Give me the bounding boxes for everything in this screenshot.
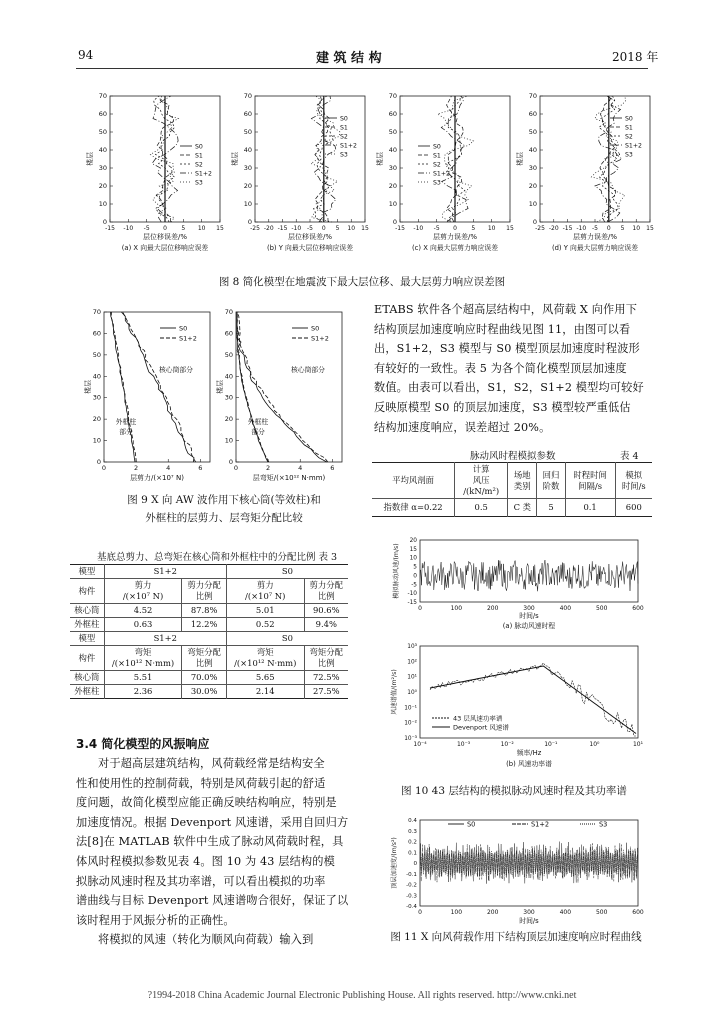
y-tick-label: 10 [388,200,397,208]
x-axis-label: 层剪力误差/% [432,233,478,241]
x-tick-label: -5 [433,225,440,232]
y-axis-label: 楼层 [84,380,92,394]
year: 2018 年 [612,50,659,64]
legend-label: S0 [311,324,320,333]
x-axis-label: 频率/Hz [516,749,542,757]
x-tick-label: 0 [418,605,422,612]
x-tick-label: 200 [486,909,499,916]
y-tick-label: 30 [388,164,397,172]
x-tick-label: 10 [197,225,206,232]
legend-label: S0 [433,143,441,151]
y-tick-label: 15 [409,546,417,553]
fig9-panel-left [84,308,210,482]
y-tick-label: -0.3 [406,893,417,900]
y-tick-label: 10 [92,436,101,445]
legend-label: S0 [340,115,348,123]
table-row: 核心筒 5.51 70.0% 5.65 72.5% [70,671,348,685]
y-tick-label: 0 [228,458,233,466]
y-tick-label: 30 [98,164,107,172]
fig9-caption-line2: 外框柱的层剪力、层弯矩分配比较 [145,512,303,524]
fig8-panel-3 [375,92,514,252]
t3-h-model: 模型 [70,565,104,579]
x-tick-label: 10 [487,225,496,232]
legend-label: S2 [195,161,203,169]
x-tick-label: -15 [105,225,115,232]
legend-label: S1+2 [340,142,357,150]
series-line-S1 [315,96,330,222]
y-axis-label: 楼层 [216,380,224,394]
x-tick-label: 0 [418,909,422,916]
x-tick-label: 4 [298,464,303,472]
subplot-caption: (d) Y 向最大层剪力响应误差 [551,244,639,252]
y-tick-label: 70 [98,92,107,100]
y-tick-label: 40 [243,146,252,154]
x-tick-label: 15 [506,225,514,232]
y-tick-label: 10³ [407,644,417,650]
fig9-panels [84,304,364,488]
y-tick-label: 0 [413,573,417,580]
table4-title: 脉动风时程模拟参数 [470,451,556,462]
plot-frame [420,540,638,602]
x-tick-label: -10 [123,225,134,232]
fig9-caption-line1: 图 9 X 向 AW 波作用下核心筒(等效柱)和 [127,494,321,506]
fig8-panel-1 [85,92,224,252]
t3-h-moment: 弯矩 /(×10¹² N·mm) [104,646,182,671]
x-tick-label: 10⁻³ [456,741,471,748]
y-tick-label: 50 [224,350,233,359]
legend-label: 43 层风速功率谱 [453,714,503,723]
subplot-caption: (a) 脉动风速时程 [502,622,556,630]
x-tick-label: 200 [486,605,499,612]
subplot-caption: (b) Y 向最大层位移响应误差 [266,244,354,252]
section-heading: 3.4 简化模型的风振响应 [76,737,210,751]
legend-label: S2 [433,161,441,169]
y-axis-label: 楼层 [231,152,239,166]
y-tick-label: 60 [92,329,101,338]
y-tick-label: 60 [243,110,252,118]
x-tick-label: 600 [632,909,644,916]
header-rule [76,68,648,69]
legend-label: S1 [195,152,203,160]
y-axis-label: 楼层 [86,152,94,166]
x-tick-label: 300 [523,605,535,612]
legend-label: S0 [467,820,476,829]
fig11-caption: 图 11 X 向风荷载作用下结构顶层加速度响应时程曲线 [390,931,642,943]
x-tick-label: -10 [576,225,587,232]
y-tick-label: 0 [392,218,397,226]
subplot-caption: (a) X 向最大层位移响应误差 [121,244,209,252]
y-tick-label: 70 [92,308,101,316]
x-tick-label: 5 [181,225,186,232]
subplot-caption: (c) X 向最大层剪力响应误差 [412,244,498,252]
y-axis-label: 楼层 [376,152,384,166]
legend-label: S1+2 [311,334,329,343]
y-axis-label: 模拟脉动风速/(m/s) [393,543,400,599]
table-row: 指数律 α=0.22 0.5 C 类 5 0.1 600 [372,499,652,517]
annotation-frame: 部分 [119,428,133,436]
x-tick-label: -10 [291,225,302,232]
x-tick-label: -15 [395,225,405,232]
y-tick-label: 60 [528,110,537,118]
y-tick-label: 10⁻³ [404,736,417,742]
table3: 模型 S1+2 S0 构件 剪力 /(×10⁷ N) 剪力分配 比例 剪力 /(×10⁷ N) 剪力分配 比例 核心筒 4.52 87.8% 5.01 90.6% 外框柱 0.63 12.2% 0.52 9.4% 模型 S1+2 S0 构件 弯矩 /(×10¹² N·mm) 弯矩分配 比例 弯矩 /(×10¹² N·mm) 弯矩分配 比例 核心筒 5.51 70.0% 5.65 72.5% 外框柱 2.36 30.0% 2.14 27.5% [70,564,348,699]
annotation-frame: 外框柱 [247,418,269,426]
x-tick-label: 400 [559,605,572,612]
y-tick-label: 70 [243,92,252,100]
fig10-caption: 图 10 43 层结构的模拟脉动风速时程及其功率谱 [401,785,627,797]
y-tick-label: 30 [528,164,537,172]
plot-frame [540,96,650,222]
legend-label: S1+2 [531,820,550,829]
x-tick-label: 0 [163,225,167,232]
table-row: 外框柱 2.36 30.0% 2.14 27.5% [70,685,348,699]
fig8-panel-4 [515,92,654,252]
y-tick-label: 10 [224,436,233,445]
y-tick-label: 20 [243,182,252,190]
x-tick-label: 600 [632,605,644,612]
y-tick-label: -0.2 [406,882,417,889]
t3-h-member: 构件 [70,579,104,604]
legend-label: S1 [433,152,441,160]
y-tick-label: 50 [528,128,537,136]
footer-copyright: ?1994-2018 China Academic Journal Electronic Publishing House. All rights reserved. http://www.cnki.net [147,990,577,1001]
y-tick-label: 0 [96,458,101,466]
legend-label: S3 [433,179,441,187]
fig8-panel-2 [230,92,369,252]
y-tick-label: -10 [407,591,417,598]
y-tick-label: 50 [98,128,107,136]
y-tick-label: 0.4 [408,818,417,824]
t3-h-shear2: 剪力 /(×10⁷ N) [226,579,304,604]
fig8-caption: 图 8 简化模型在地震波下最大层位移、最大层剪力响应误差图 [218,276,506,288]
annotation-core: 核心筒部分 [159,366,193,374]
page-number: 94 [78,48,94,62]
legend-label: S1+2 [195,170,212,178]
y-tick-label: 10⁻¹ [404,705,417,712]
x-axis-label: 层位移误差/% [142,233,188,241]
section-paragraph: 对于超高层建筑结构，风荷载经常是结构安全 性和使用性的控制荷载，特别是风荷载引起的舒适 度问题，故简化模型应能正确反映结构响应，特别是 加速度情况。根据 Devenport 风速谱，采用自回归方 法[8]在 MATLAB 软件中生成了脉动风荷载时程，具 体风时程模拟参数见表 4。图 10 为 43 层结构的模 拟脉动风速时程及其功率谱，可以看出模拟的功率 谱曲线与目标 Devenport 风速谱吻合很好，保证了以 该时程用于风振分析的正确性。 将模拟的风速（转化为顺风向荷载）输入到 [76,757,349,947]
fig11-panel [378,812,656,926]
t3-h-shear: 剪力 /(×10⁷ N) [104,579,182,604]
y-tick-label: 60 [98,110,107,118]
y-tick-label: 60 [388,110,397,118]
y-axis-label: 顶层加速度/(m/s²) [391,837,398,889]
x-tick-label: -5 [307,225,313,232]
t3-h-m2: S0 [226,565,348,579]
x-tick-label: 6 [330,464,335,472]
legend-label: S0 [195,143,203,151]
legend-label: S1 [340,124,348,132]
table4: 平均风剖面 计算 风压 /(kN/m²) 场地 类别 回归 阶数 时程时间 间隔/s 模拟 时间/s 指数律 α=0.22 0.5 C 类 5 0.1 600 [372,462,652,517]
y-tick-label: 0.1 [408,850,417,857]
y-tick-label: 10² [407,659,417,666]
x-tick-label: 10 [347,225,356,232]
x-tick-label: 0 [453,225,457,232]
legend-label: S1 [625,124,633,132]
legend-label: S1+2 [179,334,197,343]
y-tick-label: 10 [409,555,417,562]
x-tick-label: 10⁰ [589,741,600,748]
y-tick-label: 60 [224,329,233,338]
x-axis-label: 层弯矩/(×10¹² N·mm) [252,474,326,482]
legend-label: S0 [179,324,188,333]
y-tick-label: -0.1 [406,871,417,878]
fig10b [390,643,644,768]
fig9-panel-right [215,308,342,482]
y-tick-label: 20 [92,415,101,424]
series-line-wind-speed [420,560,638,591]
x-tick-label: 0 [101,464,107,472]
right-paragraph: ETABS 软件各个超高层结构中，风荷载 X 向作用下 结构顶层加速度响应时程曲线见图 11，由图可以看 出，S1+2，S3 模型与 S0 模型顶层加速度时程波形 有较好的一致性。表 5 为各个简化模型顶层加速度 数值。由表可以看出，S1，S2，S1+2 模型均可较好 反映原模型 S0 的顶层加速度，S3 模型较严重低估 结构加速度响应，误差超过 20%。 [374,303,644,434]
x-tick-label: 5 [335,225,340,232]
y-tick-label: 50 [92,350,101,359]
table-row: 核心筒 4.52 87.8% 5.01 90.6% [70,604,348,618]
y-tick-label: 20 [224,415,233,424]
y-tick-label: 10⁻² [404,720,417,727]
x-tick-label: 10⁻¹ [544,741,558,748]
y-tick-label: 0 [247,218,252,226]
x-tick-label: 10⁻² [500,741,514,748]
x-tick-label: 0 [606,225,611,232]
y-axis-label: 风速谱值/(m²/s) [391,669,398,715]
y-tick-label: 50 [243,128,252,136]
plot-frame [255,96,365,222]
y-tick-label: -15 [407,600,417,606]
t3-h-mratio: 弯矩分配 比例 [182,646,226,671]
legend-label: S2 [625,133,633,141]
series-line-S3 [311,96,340,222]
x-tick-label: -15 [562,225,573,232]
t3-h-ratio2: 剪力分配 比例 [304,579,348,604]
x-tick-label: 15 [646,225,654,232]
x-tick-label: 15 [216,225,224,232]
y-tick-label: 0 [102,218,107,226]
y-tick-label: 50 [388,128,397,136]
y-tick-label: 20 [409,538,417,544]
x-tick-label: 6 [198,464,203,472]
legend-label: S1+2 [433,170,450,178]
fig8-panels [70,86,660,270]
legend-label: S2 [340,133,348,141]
y-tick-label: 40 [528,146,537,154]
y-tick-label: 0.2 [408,839,417,846]
y-tick-label: 10⁰ [407,690,417,696]
y-tick-label: 10¹ [407,674,417,681]
y-tick-label: 5 [413,564,417,571]
legend-label: S3 [195,179,203,187]
fig10-panels [378,534,656,780]
x-axis-label: 层剪力/(×10⁷ N) [130,474,184,482]
x-tick-label: 10¹ [632,741,644,748]
y-tick-label: 40 [224,372,233,381]
y-tick-label: 0.3 [408,828,417,835]
y-tick-label: 40 [388,146,397,154]
y-tick-label: 20 [98,182,107,190]
journal-title: 建 筑 结 构 [316,51,382,66]
y-tick-label: 30 [243,164,252,172]
t3-h-mratio2: 弯矩分配 比例 [304,646,348,671]
series-line-frame-S0 [111,312,136,462]
y-tick-label: 70 [388,92,397,100]
series-line-frame-S1+2 [237,312,269,462]
legend-label: S0 [625,115,633,123]
x-tick-label: 100 [450,909,463,916]
x-tick-label: 400 [559,909,572,916]
x-tick-label: 5 [471,225,476,232]
y-tick-label: -0.4 [406,904,417,910]
subplot-caption: (b) 风速功率谱 [506,760,552,768]
y-tick-label: 40 [98,146,107,154]
x-tick-label: -20 [263,225,274,232]
t3-h-ratio: 剪力分配 比例 [182,579,226,604]
x-axis-label: 时间/s [519,917,539,925]
x-axis-label: 层剪力误差/% [572,233,618,241]
annotation-frame: 外框柱 [115,418,137,426]
x-tick-label: -25 [250,225,260,232]
y-tick-label: 20 [528,182,537,190]
x-tick-label: -15 [277,225,288,232]
x-tick-label: 100 [450,605,463,612]
x-tick-label: 5 [620,225,625,232]
y-tick-label: 0 [532,218,537,226]
x-axis-label: 层位移误差/% [287,233,333,241]
y-tick-label: -5 [411,582,417,589]
series-line-S3 [150,96,178,222]
x-tick-label: 0 [321,225,326,232]
y-tick-label: 10 [98,200,107,208]
legend-label: Devenport 风速谱 [453,723,509,732]
x-tick-label: 500 [595,909,608,916]
y-tick-label: 20 [388,182,397,190]
x-tick-label: 0 [233,464,239,472]
t3-h-m1: S1+2 [104,565,226,579]
x-tick-label: -10 [413,225,424,232]
y-tick-label: 30 [224,393,233,402]
table4-number: 表 4 [620,451,639,462]
x-tick-label: 300 [523,909,535,916]
y-tick-label: 10 [528,200,537,208]
x-tick-label: -20 [548,225,559,232]
x-tick-label: 2 [266,464,271,472]
y-tick-label: 40 [92,372,101,381]
series-line-frame-S0 [237,312,268,462]
x-tick-label: 2 [134,464,139,472]
y-tick-label: 30 [92,393,101,402]
x-tick-label: 4 [166,464,171,472]
fig10a [392,538,644,630]
legend-label: S1+2 [625,142,642,150]
x-tick-label: 500 [595,605,608,612]
annotation-core: 核心筒部分 [291,366,325,374]
x-tick-label: 15 [361,225,369,232]
legend-label: S3 [599,820,608,829]
x-tick-label: -25 [535,225,545,232]
x-tick-label: 10⁻⁴ [413,741,427,748]
y-tick-label: 0 [413,861,417,867]
y-tick-label: 70 [224,308,233,316]
x-tick-label: 10 [632,225,641,232]
y-tick-label: 10 [243,200,252,208]
table-row: 外框柱 0.63 12.2% 0.52 9.4% [70,618,348,632]
t3-h-moment2: 弯矩 /(×10¹² N·mm) [226,646,304,671]
legend-label: S3 [625,151,633,159]
x-tick-label: -5 [143,225,150,232]
y-tick-label: 70 [528,92,537,100]
annotation-frame: 部分 [251,428,265,436]
y-axis-label: 楼层 [516,152,524,166]
x-axis-label: 时间/s [519,612,539,620]
legend-label: S3 [340,151,348,159]
table3-title: 基底总剪力、总弯矩在核心筒和外框柱中的分配比例 表 3 [96,552,338,563]
x-tick-label: -5 [592,225,598,232]
